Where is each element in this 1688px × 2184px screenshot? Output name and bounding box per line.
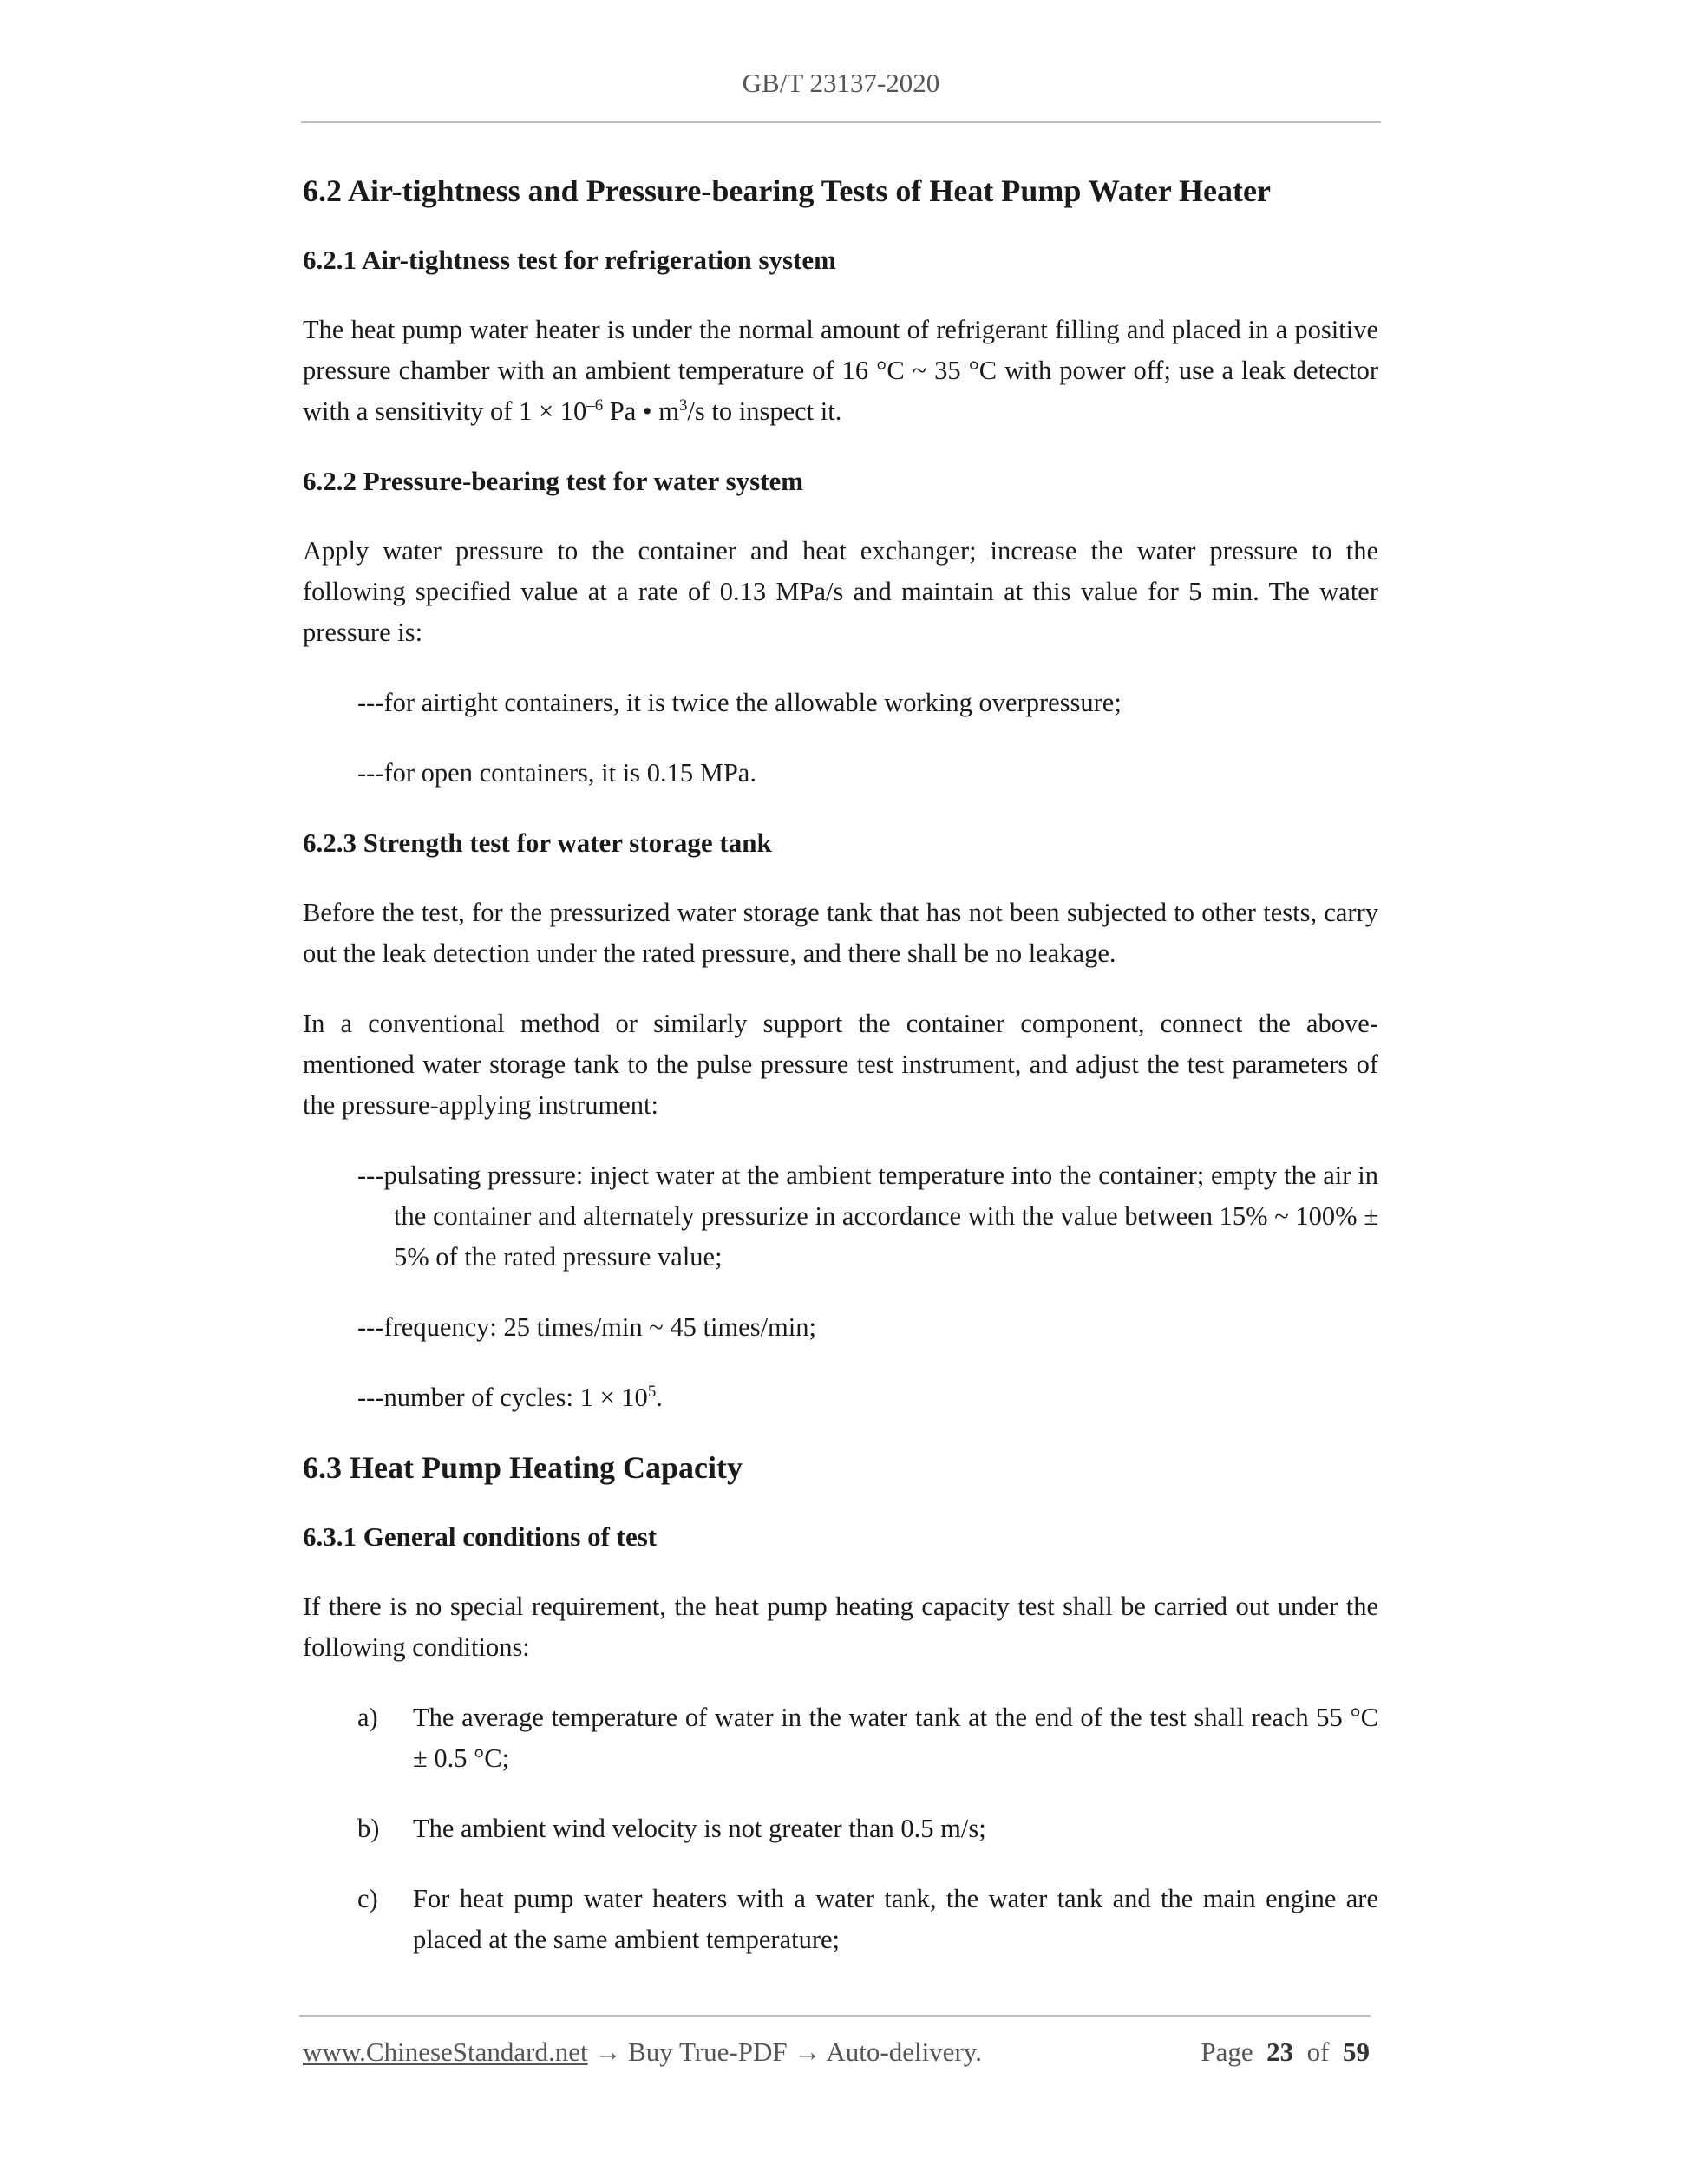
list-marker: c): [357, 1884, 378, 1913]
list-item: [303, 1697, 1378, 1779]
list-marker: b): [357, 1814, 380, 1843]
section-6-2-1-paragraph: The heat pump water heater is under the normal amount of refrigerant filling and placed in a positive pressure chamber with an ambient temperature of 16 °C ~ 35 °C with power off; use a leak detector with a sensitivity of $1 \times 10^{-6}$ Pa • $m^3/s$ to inspect it.: [303, 315, 1378, 426]
list-item-text: For heat pump water heaters with a water tank, the water tank and the main engine are placed at the same ambient temperature;: [413, 1884, 1378, 1954]
section-6-3-heading: 6.3 Heat Pump Heating Capacity: [303, 1450, 743, 1485]
list-item-airtight-containers: ---for airtight containers, it is twice the allowable working overpressure;: [357, 688, 1122, 717]
document-body: [303, 169, 1378, 1960]
list-item-text: The average temperature of water in the water tank at the end of the test shall reach 55 °C ± 0.5 °C;: [413, 1703, 1378, 1773]
list-item-pulsating-pressure: ---pulsating pressure: inject water at the ambient temperature into the container; empty the air in the container and alternately pressurize in accordance with the value between 15% ~ 100% ± 5% of the rated pressure value;: [357, 1161, 1378, 1272]
section-6-2-heading: 6.2 Air-tightness and Pressure-bearing Tests of Heat Pump Water Heater: [303, 173, 1271, 208]
list-item: [303, 1808, 1378, 1849]
section-6-2-2-heading: 6.2.2 Pressure-bearing test for water system: [303, 466, 804, 496]
list-item-number-of-cycles: ---number of cycles: $1 \times 10^5$.: [357, 1382, 663, 1412]
section-6-3-1-paragraph: If there is no special requirement, the heat pump heating capacity test shall be carried out under the following conditions:: [303, 1592, 1378, 1662]
list-item-text: The ambient wind velocity is not greater than 0.5 m/s;: [413, 1814, 986, 1843]
list-marker: a): [357, 1703, 378, 1732]
page-footer: [303, 2037, 1370, 2068]
footer-divider: [299, 2015, 1371, 2017]
section-6-2-3-paragraph-1: Before the test, for the pressurized water storage tank that has not been subjected to other tests, carry out the leak detection under the rated pressure, and there shall be no leakage.: [303, 898, 1378, 968]
list-item: [303, 1879, 1378, 1960]
document-id-header: GB/T 23137-2020: [742, 68, 940, 98]
section-6-2-1-heading: 6.2.1 Air-tightness test for refrigeration system: [303, 245, 836, 275]
footer-promo-text: → Buy True-PDF → Auto-delivery.: [587, 2037, 982, 2067]
section-6-2-2-paragraph: Apply water pressure to the container and heat exchanger; increase the water pressure to the following specified value at a rate of 0.13 MPa/s and maintain at this value for 5 min. The water pressure is:: [303, 536, 1378, 647]
section-6-2-3-paragraph-2: In a conventional method or similarly support the container component, connect the above-mentioned water storage tank to the pulse pressure test instrument, and adjust the test parameters of the pressure-applying instrument:: [303, 1009, 1378, 1120]
list-item-frequency: ---frequency: 25 times/min ~ 45 times/min;: [357, 1312, 816, 1342]
list-item-open-containers: ---for open containers, it is 0.15 MPa.: [357, 758, 756, 788]
header-divider: [301, 121, 1381, 123]
footer-promo: [303, 2037, 982, 2068]
chinese-standard-link[interactable]: www.ChineseStandard.net: [303, 2037, 588, 2067]
section-6-2-3-heading: 6.2.3 Strength test for water storage tank: [303, 827, 772, 858]
section-6-3-1-heading: 6.3.1 General conditions of test: [303, 1521, 658, 1552]
page-number: Page 23 of 59: [1201, 2037, 1370, 2067]
